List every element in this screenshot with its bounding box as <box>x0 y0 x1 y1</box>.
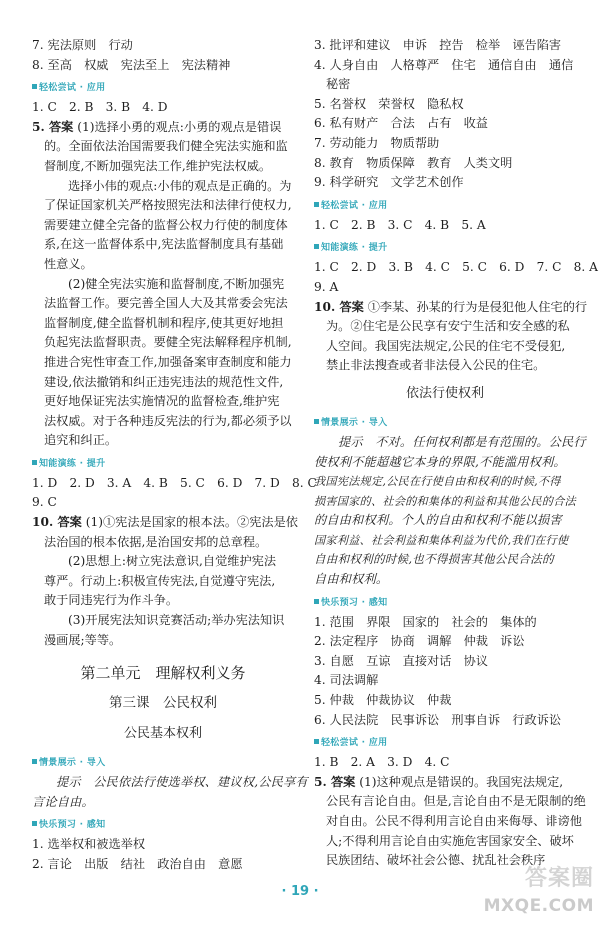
answer-label: 5. 答案 <box>32 119 74 134</box>
square-bullet-icon <box>314 202 319 207</box>
answer-line: 9. 科学研究 文学艺术创作 <box>314 175 464 190</box>
watermark-url: MXQE.COM <box>483 896 594 916</box>
section-tag: 情景展示 · 导入 <box>314 417 387 430</box>
answer-line: 1. B 2. A 3. D 4. C <box>314 755 450 770</box>
hint-line: 国家利益、社会利益和集体利益为代价,我们在行使 <box>314 533 569 547</box>
answer-line: 1. C 2. B 3. B 4. D <box>32 100 168 115</box>
section-tag: 快乐预习 · 感知 <box>32 819 105 832</box>
answer-label: 5. 答案 <box>314 774 356 789</box>
square-bullet-icon <box>32 821 37 826</box>
answer-line: 法治国的根本依据,是治国安邦的总章程。 <box>44 534 268 549</box>
hint-line: 使权利不能超越它本身的界限,不能滥用权利。 <box>314 454 566 469</box>
answer-line: 禁止非法搜查或者非法侵入公民的住宅。 <box>326 358 546 373</box>
answer-line: 1. D 2. D 3. A 4. B 5. C 6. D 7. D 8. C <box>32 475 317 490</box>
answer-label: 10. 答案 <box>32 515 82 530</box>
answer-line: 了保证国家机关严格按照宪法和法律行使权力, <box>44 198 292 213</box>
answer-line: 5. 仲裁 仲裁协议 仲裁 <box>314 693 452 708</box>
answer-line: 9. C <box>32 495 57 510</box>
answer-line: 法监督工作。要完善全国人大及其常委会宪法 <box>44 296 288 311</box>
answer-line: 对自由。公民不得利用言论自由来侮辱、诽谤他 <box>326 814 582 828</box>
section-tag: 轻松尝试 · 应用 <box>314 200 387 213</box>
answer-line: 2. 言论 出版 结社 政治自由 意愿 <box>32 857 243 871</box>
lesson-title: 第三课 公民权利 <box>109 695 217 712</box>
answer-line: 更好地保证宪法实施情况的监督检查,维护宪 <box>44 394 280 409</box>
square-bullet-icon <box>314 599 319 604</box>
page-number: · 19 · <box>281 884 319 899</box>
section-tag: 轻松尝试 · 应用 <box>32 82 105 95</box>
answer-line: 4. 人身自由 人格尊严 住宅 通信自由 通信 <box>314 57 574 72</box>
square-bullet-icon <box>314 244 319 249</box>
answer-line: 推进合宪性审查工作,加强备案审查制度和能力 <box>44 354 292 369</box>
answer-line: 追究和纠正。 <box>44 433 118 448</box>
answer-line: 督制度,不断加强宪法工作,维护宪法权威。 <box>44 158 272 173</box>
answer-line: (3)开展宪法知识竞赛活动;举办宪法知识 <box>68 613 285 628</box>
answer-line: 民族团结、破坏社会公德、扰乱社会秩序 <box>326 853 546 868</box>
section-tag: 轻松尝试 · 应用 <box>314 737 387 750</box>
answer-line: 4. 司法调解 <box>314 673 379 688</box>
right-column <box>314 36 598 871</box>
answer-line: 人;不得利用言论自由实施危害国家安全、破坏 <box>326 833 574 848</box>
answer-line: 5. 名誉权 荣誉权 隐私权 <box>314 96 464 111</box>
answer-line: 9. A <box>314 279 339 294</box>
hint-line: 言论自由。 <box>32 794 94 809</box>
answer-line: 6. 私有财产 合法 占有 收益 <box>314 116 488 131</box>
hint-line: 提示 公民依法行使选举权、建议权,公民享有 <box>56 775 308 790</box>
square-bullet-icon <box>32 759 37 764</box>
square-bullet-icon <box>314 739 319 744</box>
left-column <box>32 36 317 875</box>
answer-line: 7. 宪法原则 行动 <box>32 38 133 52</box>
answer-line: 1. 范围 界限 国家的 社会的 集体的 <box>314 614 537 629</box>
answer-line: 3. 自愿 互谅 直接对话 协议 <box>314 653 488 668</box>
hint-line: 的自由和权利。个人的自由和权利不能以损害 <box>314 513 562 528</box>
answer-line: 需要建立健全完备的监督公权力行使的制度体 <box>44 217 288 232</box>
watermark-mark: 答案圈 <box>524 866 594 891</box>
answer-line: 漫画展;等等。 <box>44 632 122 647</box>
section-title: 依法行使权利 <box>405 385 484 401</box>
answer-line: 人空间。我国宪法规定,公民的住宅不受侵犯, <box>326 338 566 353</box>
hint-line: 损害国家的、社会的和集体的利益和其他公民的合法 <box>314 494 576 508</box>
answer-line: 2. 法定程序 协商 调解 仲裁 诉讼 <box>314 634 525 649</box>
square-bullet-icon <box>32 84 37 89</box>
answer-label: 10. 答案 <box>314 299 364 314</box>
answer-line: 尊严。行动上:积极宣传宪法,自觉遵守宪法, <box>44 573 276 588</box>
answer-line: 5. 答案 (1)选择小勇的观点:小勇的观点是错误 <box>32 119 282 134</box>
answer-line: 性意义。 <box>44 256 93 271</box>
watermark <box>483 856 594 916</box>
square-bullet-icon <box>32 460 37 465</box>
answer-line: 10. 答案 (1)①宪法是国家的根本法。②宪法是依 <box>32 515 298 530</box>
answer-line: 系,在这一监督体系中,宪法监督制度具有基础 <box>44 237 284 252</box>
answer-line: 的。全面依法治国需要我们健全宪法实施和监 <box>44 139 288 154</box>
answer-line: 6. 人民法院 民事诉讼 刑事自诉 行政诉讼 <box>314 712 562 727</box>
answer-line: 7. 劳动能力 物质帮助 <box>314 135 440 150</box>
answer-line: 8. 至高 权威 宪法至上 宪法精神 <box>32 57 231 72</box>
answer-line: (2)思想上:树立宪法意识,自觉维护宪法 <box>68 554 277 569</box>
answer-line: 秘密 <box>326 77 351 92</box>
section-tag: 情景展示 · 导入 <box>32 757 105 770</box>
answer-line: 3. 批评和建议 申诉 控告 检举 诬告陷害 <box>314 38 562 52</box>
answer-line: 为。②住宅是公民享有安宁生活和安全感的私 <box>326 319 570 334</box>
section-tag: 知能演练 · 提升 <box>314 242 387 255</box>
answer-line: 法权威。对于各种违反宪法的行为,都必须予以 <box>44 413 292 428</box>
hint-line: 自由和权利。 <box>314 572 389 587</box>
answer-line: 1. C 2. B 3. C 4. B 5. A <box>314 217 486 232</box>
section-title: 公民基本权利 <box>123 726 202 742</box>
hint-line: 我国宪法规定,公民在行使自由和权利的时候,不得 <box>314 475 561 489</box>
answer-line: 建设,依法撤销和纠正违宪违法的规范性文件, <box>44 374 284 389</box>
answer-line: 敢于同违宪行为作斗争。 <box>44 593 179 608</box>
answer-line: 公民有言论自由。但是,言论自由不是无限制的绝 <box>326 794 586 809</box>
answer-line: 10. 答案 ①李某、孙某的行为是侵犯他人住宅的行 <box>314 299 588 314</box>
section-tag: 知能演练 · 提升 <box>32 458 105 471</box>
answer-line: 监督制度,健全监督机制和程序,使其更好地担 <box>44 315 284 330</box>
answer-line: (2)健全宪法实施和监督制度,不断加强宪 <box>68 276 285 291</box>
hint-line: 自由和权利的时候,也不得损害其他公民合法的 <box>314 552 554 567</box>
answer-line: 1. C 2. D 3. B 4. C 5. C 6. D 7. C 8. A <box>314 260 598 275</box>
square-bullet-icon <box>314 419 319 424</box>
section-tag: 快乐预习 · 感知 <box>314 597 387 610</box>
answer-line: 1. 选举权和被选举权 <box>32 837 146 852</box>
hint-line: 提示 不对。任何权利都是有范围的。公民行 <box>338 434 586 449</box>
unit-title: 第二单元 理解权利义务 <box>80 664 246 683</box>
answer-line: 负起宪法监督职责。要健全宪法解释程序机制, <box>44 335 292 350</box>
answer-line: 选择小伟的观点:小伟的观点是正确的。为 <box>68 178 292 193</box>
answer-line: 8. 教育 物质保障 教育 人类文明 <box>314 155 513 170</box>
answer-line: 5. 答案 (1)这种观点是错误的。我国宪法规定, <box>314 774 564 789</box>
